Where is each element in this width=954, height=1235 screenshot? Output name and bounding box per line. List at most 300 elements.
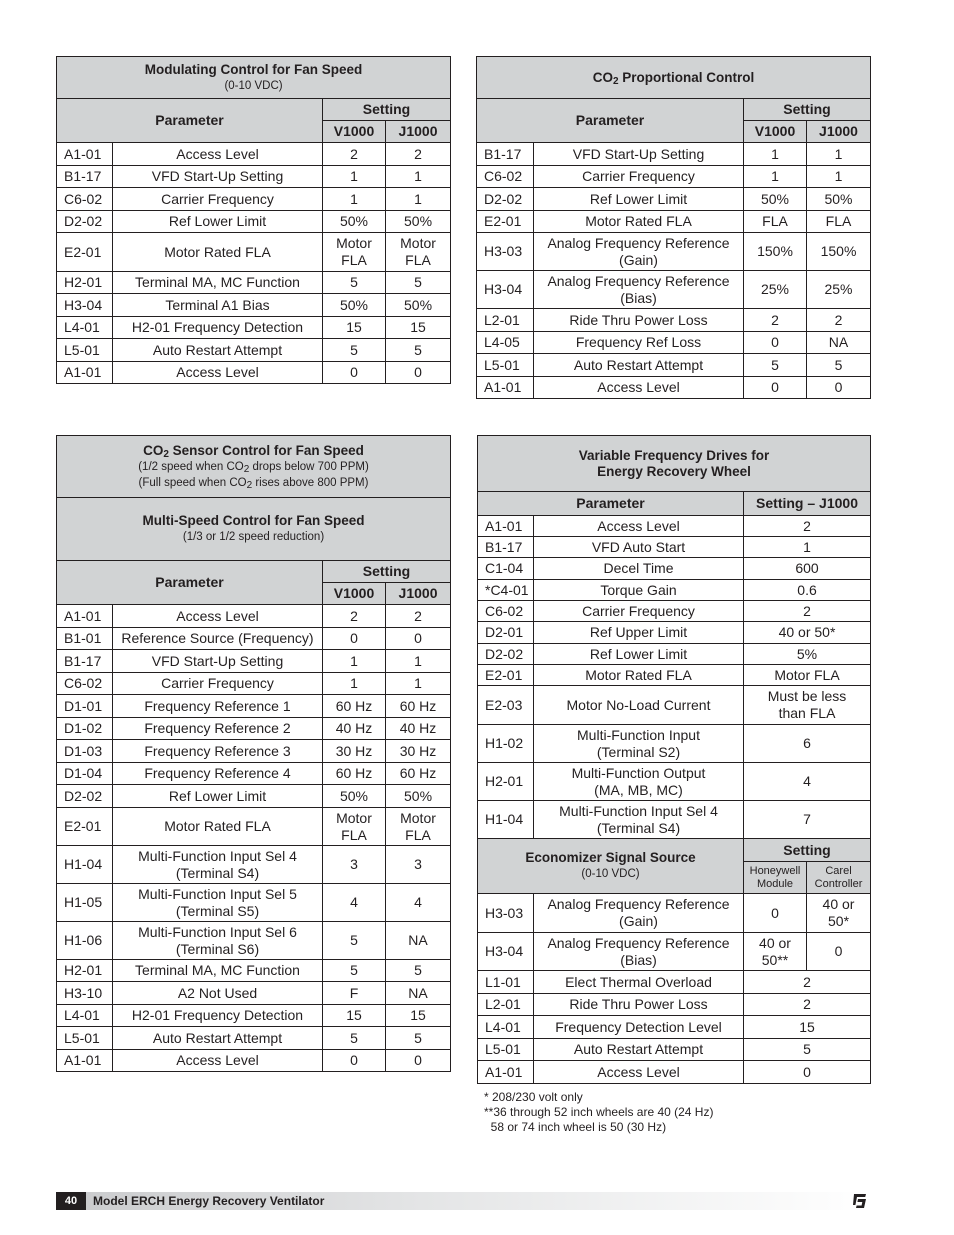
table-row: [478, 665, 871, 686]
title-line-2: Energy Recovery Wheel: [597, 463, 751, 479]
j1000-value: NA: [807, 332, 871, 354]
param-code: E2-01: [478, 665, 534, 686]
param-name: Access Level: [113, 605, 323, 628]
table-row: [57, 1005, 451, 1027]
param-name: Access Level: [113, 143, 323, 166]
setting-value: [744, 686, 871, 725]
param-name: VFD Start-Up Setting: [113, 166, 323, 188]
param-name: [113, 884, 323, 922]
param-code: L5-01: [478, 1039, 534, 1061]
v1000-value: 50%: [323, 294, 386, 317]
line-1: Multi-Function Input Sel 4: [138, 847, 297, 864]
param-name: Frequency Detection Level: [534, 1016, 744, 1039]
param-code: H3-04: [478, 933, 534, 971]
param-name: Ref Upper Limit: [534, 622, 744, 644]
j1000-value: 1: [386, 166, 451, 188]
table-row: [478, 622, 871, 644]
j1000-value: 0: [386, 628, 451, 650]
param-code: H1-06: [57, 922, 113, 960]
sub-post: drops below 700 PPM): [249, 460, 369, 473]
j1000-value: 5: [386, 339, 451, 362]
param-code: C6-02: [478, 601, 534, 622]
param-name: VFD Start-Up Setting: [534, 143, 744, 166]
table-row: [57, 740, 451, 763]
setting-value: 0.6: [744, 580, 871, 601]
line-2: FLA: [405, 826, 431, 843]
param-code: L5-01: [57, 1027, 113, 1050]
sub-pre: (1/2 speed when CO: [138, 460, 244, 473]
title-text: Multi-Speed Control for Fan Speed: [142, 513, 365, 528]
j1000-value: 50%: [807, 188, 871, 211]
subtitle-text: (0-10 VDC): [224, 79, 283, 92]
j1000-value: 60 Hz: [386, 763, 451, 785]
param-code: C6-02: [57, 188, 113, 211]
param-code: D2-02: [478, 644, 534, 665]
table-row: [57, 362, 451, 384]
j1000-value: 0: [386, 362, 451, 384]
title-post: Proportional Control: [618, 69, 755, 85]
j1000-value: FLA: [807, 211, 871, 233]
v1000-value: 2: [744, 309, 807, 332]
setting-value: 5%: [744, 644, 871, 665]
subtitle-line-1: [59, 459, 448, 475]
table-row: [57, 1050, 451, 1072]
page-number: 40: [56, 1192, 86, 1210]
param-code: H3-04: [57, 294, 113, 317]
table-row: [57, 763, 451, 785]
param-code: L2-01: [477, 309, 534, 332]
j1000-header: J1000: [386, 583, 451, 605]
j1000-value: [386, 808, 451, 846]
param-code: D2-02: [477, 188, 534, 211]
param-name: Ride Thru Power Loss: [534, 309, 744, 332]
parameter-header: Parameter: [57, 99, 323, 143]
param-name: Carrier Frequency: [534, 601, 744, 622]
parameter-header: Parameter: [57, 561, 323, 605]
param-name: Frequency Reference 3: [113, 740, 323, 763]
param-code: L4-01: [57, 1005, 113, 1027]
param-name: Terminal MA, MC Function: [113, 272, 323, 294]
table-row: [57, 982, 451, 1005]
param-name: [534, 271, 744, 309]
param-code: C6-02: [477, 166, 534, 188]
table-row: [477, 309, 871, 332]
setting-value: 2: [744, 994, 871, 1016]
sub-subscript: 2: [246, 479, 253, 491]
line-1: Motor: [336, 235, 372, 251]
line-1: 40 or: [822, 896, 855, 912]
table-row: [478, 1061, 871, 1084]
table-row: [57, 143, 451, 166]
v1000-value: 5: [744, 354, 807, 377]
line-2: (Terminal S4): [175, 864, 260, 881]
j1000-value: 50%: [386, 294, 451, 317]
line-2: Module: [756, 877, 794, 890]
param-name: [534, 933, 744, 971]
carel-value: [807, 894, 871, 933]
line-2: FLA: [405, 252, 431, 268]
subtitle-line-2: [59, 475, 448, 491]
table-title: [57, 57, 451, 99]
line-2: (Terminal S4): [596, 819, 681, 836]
param-name: Auto Restart Attempt: [113, 339, 323, 362]
j1000-value: 40 Hz: [386, 718, 451, 740]
j1000-value: 15: [386, 317, 451, 339]
line-2: FLA: [341, 826, 367, 843]
line-1: Motor: [400, 235, 436, 251]
table-row: [478, 686, 871, 725]
v1000-value: 40 Hz: [323, 718, 386, 740]
param-code: H3-03: [478, 894, 534, 933]
param-code: A1-01: [477, 377, 534, 399]
line-2: (Gain): [619, 251, 658, 268]
table-title: [478, 436, 871, 492]
param-code: D1-04: [57, 763, 113, 785]
table-row: [478, 933, 871, 971]
param-code: B1-17: [477, 143, 534, 166]
table-row: [478, 801, 871, 839]
v1000-value: 1: [323, 188, 386, 211]
v1000-value: 3: [323, 846, 386, 884]
line-1: Multi-Function Output: [571, 764, 706, 781]
j1000-value: 4: [386, 884, 451, 922]
param-name: Motor Rated FLA: [113, 233, 323, 272]
param-name: Terminal MA, MC Function: [113, 960, 323, 982]
line-2: (Bias): [620, 289, 657, 306]
param-code: B1-17: [57, 650, 113, 673]
line-1: Multi-Function Input Sel 4: [559, 802, 718, 819]
table-row: [57, 211, 451, 233]
table-row: [478, 1016, 871, 1039]
param-name: Access Level: [534, 377, 744, 399]
parameter-header: Parameter: [477, 99, 744, 143]
table-row: [57, 166, 451, 188]
line-1: Multi-Function Input: [577, 726, 700, 743]
v1000-value: 30 Hz: [323, 740, 386, 763]
table-row: [57, 605, 451, 628]
v1000-value: 15: [323, 317, 386, 339]
table-row: [478, 725, 871, 763]
line-1: Multi-Function Input Sel 5: [138, 885, 297, 902]
param-name: Ref Lower Limit: [113, 785, 323, 808]
v1000-value: 1: [744, 143, 807, 166]
v1000-value: 2: [323, 605, 386, 628]
v1000-value: [323, 233, 386, 272]
table-title: [477, 57, 871, 99]
param-name: Frequency Ref Loss: [534, 332, 744, 354]
j1000-header: J1000: [807, 121, 871, 143]
v1000-value: 0: [323, 1050, 386, 1072]
table-row: [57, 785, 451, 808]
table-row: [478, 894, 871, 933]
line-1: 40 or: [759, 934, 791, 951]
line-2: (Bias): [620, 951, 657, 968]
line-1: Carel: [825, 864, 852, 877]
param-name: [113, 846, 323, 884]
v1000-value: 5: [323, 922, 386, 960]
param-code: B1-17: [478, 537, 534, 558]
param-code: L2-01: [478, 994, 534, 1016]
param-name: Auto Restart Attempt: [534, 354, 744, 377]
line-2: FLA: [341, 252, 367, 268]
param-name: Auto Restart Attempt: [534, 1039, 744, 1061]
param-code: H2-01: [57, 960, 113, 982]
j1000-value: [386, 233, 451, 272]
j1000-value: 2: [807, 309, 871, 332]
setting-value: 0: [744, 1061, 871, 1084]
j1000-value: 5: [807, 354, 871, 377]
param-code: E2-03: [478, 686, 534, 725]
param-code: D2-01: [478, 622, 534, 644]
v1000-value: 5: [323, 339, 386, 362]
param-code: A1-01: [57, 1050, 113, 1072]
v1000-value: 1: [744, 166, 807, 188]
table-row: [57, 718, 451, 740]
j1000-value: 3: [386, 846, 451, 884]
j1000-value: 5: [386, 272, 451, 294]
j1000-value: 1: [386, 188, 451, 211]
table-row: [57, 922, 451, 960]
setting-value: Motor FLA: [744, 665, 871, 686]
title-pre: CO: [143, 442, 164, 458]
setting-value: 2: [744, 516, 871, 537]
line-1: Honeywell: [749, 864, 801, 877]
sub-pre: (Full speed when CO: [138, 476, 247, 489]
honeywell-value: 0: [744, 894, 807, 933]
line-2: 50**: [761, 951, 789, 968]
title-line-1: Variable Frequency Drives for: [578, 447, 770, 463]
param-code: H1-05: [57, 884, 113, 922]
v1000-value: 0: [744, 332, 807, 354]
v1000-value: 60 Hz: [323, 695, 386, 718]
line-1: Analog Frequency Reference: [547, 934, 730, 951]
param-code: C6-02: [57, 673, 113, 695]
table-row: [57, 628, 451, 650]
param-name: H2-01 Frequency Detection: [113, 1005, 323, 1027]
table-row: [478, 601, 871, 622]
table-row: [478, 580, 871, 601]
sub-subscript: 2: [243, 463, 250, 475]
param-name: A2 Not Used: [113, 982, 323, 1005]
param-name: VFD Auto Start: [534, 537, 744, 558]
param-code: L5-01: [477, 354, 534, 377]
param-code: B1-17: [57, 166, 113, 188]
param-code: L5-01: [57, 339, 113, 362]
param-name: Motor Rated FLA: [113, 808, 323, 846]
page-footer: [56, 1192, 870, 1210]
title-subscript: 2: [612, 75, 619, 87]
table-row: [478, 763, 871, 801]
j1000-value: 2: [386, 605, 451, 628]
param-name: Ref Lower Limit: [534, 644, 744, 665]
line-2: (Terminal S2): [596, 743, 681, 760]
table-row: [477, 166, 871, 188]
v1000-value: 0: [323, 362, 386, 384]
honeywell-header: [744, 862, 807, 894]
v1000-header: V1000: [323, 583, 386, 605]
j1000-value: 15: [386, 1005, 451, 1027]
table-row: [57, 1027, 451, 1050]
v1000-value: 2: [323, 143, 386, 166]
j1000-value: 50%: [386, 785, 451, 808]
table-row: [57, 188, 451, 211]
j1000-value: 30 Hz: [386, 740, 451, 763]
j1000-value: 50%: [386, 211, 451, 233]
param-name: [534, 763, 744, 801]
j1000-value: 1: [386, 650, 451, 673]
table-row: [477, 332, 871, 354]
param-name: Elect Thermal Overload: [534, 971, 744, 994]
param-code: H3-04: [477, 271, 534, 309]
param-code: H2-01: [57, 272, 113, 294]
table-row: [477, 377, 871, 399]
param-code: D2-02: [57, 211, 113, 233]
param-name: Motor Rated FLA: [534, 665, 744, 686]
v1000-value: [323, 808, 386, 846]
param-code: H1-04: [478, 801, 534, 839]
param-code: E2-01: [57, 808, 113, 846]
v1000-value: 50%: [323, 211, 386, 233]
v1000-value: 150%: [744, 233, 807, 271]
param-code: D1-02: [57, 718, 113, 740]
v1000-value: 5: [323, 960, 386, 982]
line-2: (Terminal S5): [175, 902, 260, 919]
carel-header: [807, 862, 871, 894]
setting-value: 2: [744, 971, 871, 994]
title-text: [59, 443, 448, 459]
param-name: Reference Source (Frequency): [113, 628, 323, 650]
param-name: Carrier Frequency: [113, 673, 323, 695]
table-title: [57, 436, 451, 498]
table-row: [57, 294, 451, 317]
table-row: [477, 233, 871, 271]
title-text: Modulating Control for Fan Speed: [144, 61, 363, 77]
table-row: [478, 1039, 871, 1061]
footnote-3: 58 or 74 inch wheel is 50 (30 Hz): [484, 1120, 667, 1134]
j1000-value: 5: [386, 1027, 451, 1050]
param-name: [534, 894, 744, 933]
param-name: Auto Restart Attempt: [113, 1027, 323, 1050]
modulating-control-table: [56, 56, 451, 384]
table-row: [478, 994, 871, 1016]
param-name: Ref Lower Limit: [113, 211, 323, 233]
honeywell-value: [744, 933, 807, 971]
param-name: Carrier Frequency: [534, 166, 744, 188]
param-code: L4-01: [57, 317, 113, 339]
table-row: [57, 650, 451, 673]
footnote-1: * 208/230 volt only: [484, 1090, 583, 1104]
line-1: Must be less: [767, 688, 847, 704]
param-code: C1-04: [478, 558, 534, 580]
param-name: Ref Lower Limit: [534, 188, 744, 211]
table-row: [57, 272, 451, 294]
param-code: D1-03: [57, 740, 113, 763]
j1000-value: 0: [386, 1050, 451, 1072]
param-code: L1-01: [478, 971, 534, 994]
setting-value: 5: [744, 1039, 871, 1061]
table-row: [57, 846, 451, 884]
param-code: A1-01: [478, 516, 534, 537]
param-name: Access Level: [113, 1050, 323, 1072]
line-1: Motor: [400, 809, 436, 826]
v1000-value: 1: [323, 650, 386, 673]
param-name: [113, 922, 323, 960]
line-2: (MA, MB, MC): [594, 781, 683, 798]
param-code: A1-01: [478, 1061, 534, 1084]
v1000-value: 0: [744, 377, 807, 399]
param-name: Frequency Reference 2: [113, 718, 323, 740]
line-1: Analog Frequency Reference: [547, 234, 730, 251]
setting-header: Setting: [323, 561, 451, 583]
v1000-value: 5: [323, 272, 386, 294]
co2-proportional-control-table: [476, 56, 871, 399]
table-row: [477, 188, 871, 211]
param-code: L4-05: [477, 332, 534, 354]
v1000-value: 1: [323, 166, 386, 188]
param-code: H1-02: [478, 725, 534, 763]
table-row: [477, 143, 871, 166]
co2-sensor-multispeed-table: [56, 435, 451, 1072]
setting-header: Setting: [744, 839, 871, 862]
v1000-value: 50%: [744, 188, 807, 211]
setting-value: 6: [744, 725, 871, 763]
param-code: *C4-01: [478, 580, 534, 601]
j1000-value: 60 Hz: [386, 695, 451, 718]
table-row: [477, 271, 871, 309]
param-name: [534, 233, 744, 271]
param-name: Motor Rated FLA: [534, 211, 744, 233]
setting-value: 15: [744, 1016, 871, 1039]
vfd-energy-recovery-wheel-table: [477, 435, 871, 1084]
param-code: H2-01: [478, 763, 534, 801]
table-row: [57, 233, 451, 272]
table-row: [477, 354, 871, 377]
line-2: (Gain): [619, 913, 658, 929]
param-code: H3-03: [477, 233, 534, 271]
j1000-value: 2: [386, 143, 451, 166]
table-row: [478, 558, 871, 580]
param-name: Ride Thru Power Loss: [534, 994, 744, 1016]
param-name: Frequency Reference 4: [113, 763, 323, 785]
line-2: (Terminal S6): [175, 940, 260, 957]
param-code: D1-01: [57, 695, 113, 718]
v1000-value: FLA: [744, 211, 807, 233]
title-text: [479, 70, 868, 86]
table-row: [57, 317, 451, 339]
title-subscript: 2: [163, 448, 169, 460]
v1000-value: 15: [323, 1005, 386, 1027]
j1000-value: NA: [386, 982, 451, 1005]
line-1: Motor: [336, 809, 372, 826]
param-name: Carrier Frequency: [113, 188, 323, 211]
param-code: H3-10: [57, 982, 113, 1005]
table-title-2: [57, 498, 451, 561]
greenheck-logo-icon: [851, 1193, 867, 1209]
v1000-header: V1000: [744, 121, 807, 143]
v1000-value: 5: [323, 1027, 386, 1050]
economizer-subtitle: (0-10 VDC): [581, 868, 640, 880]
line-1: Analog Frequency Reference: [547, 896, 730, 912]
table-row: [57, 673, 451, 695]
param-code: D2-02: [57, 785, 113, 808]
param-name: VFD Start-Up Setting: [113, 650, 323, 673]
param-code: A1-01: [57, 605, 113, 628]
v1000-value: 1: [323, 673, 386, 695]
setting-header: Setting: [323, 99, 451, 121]
param-name: Terminal A1 Bias: [113, 294, 323, 317]
setting-value: 1: [744, 537, 871, 558]
j1000-value: 0: [807, 377, 871, 399]
